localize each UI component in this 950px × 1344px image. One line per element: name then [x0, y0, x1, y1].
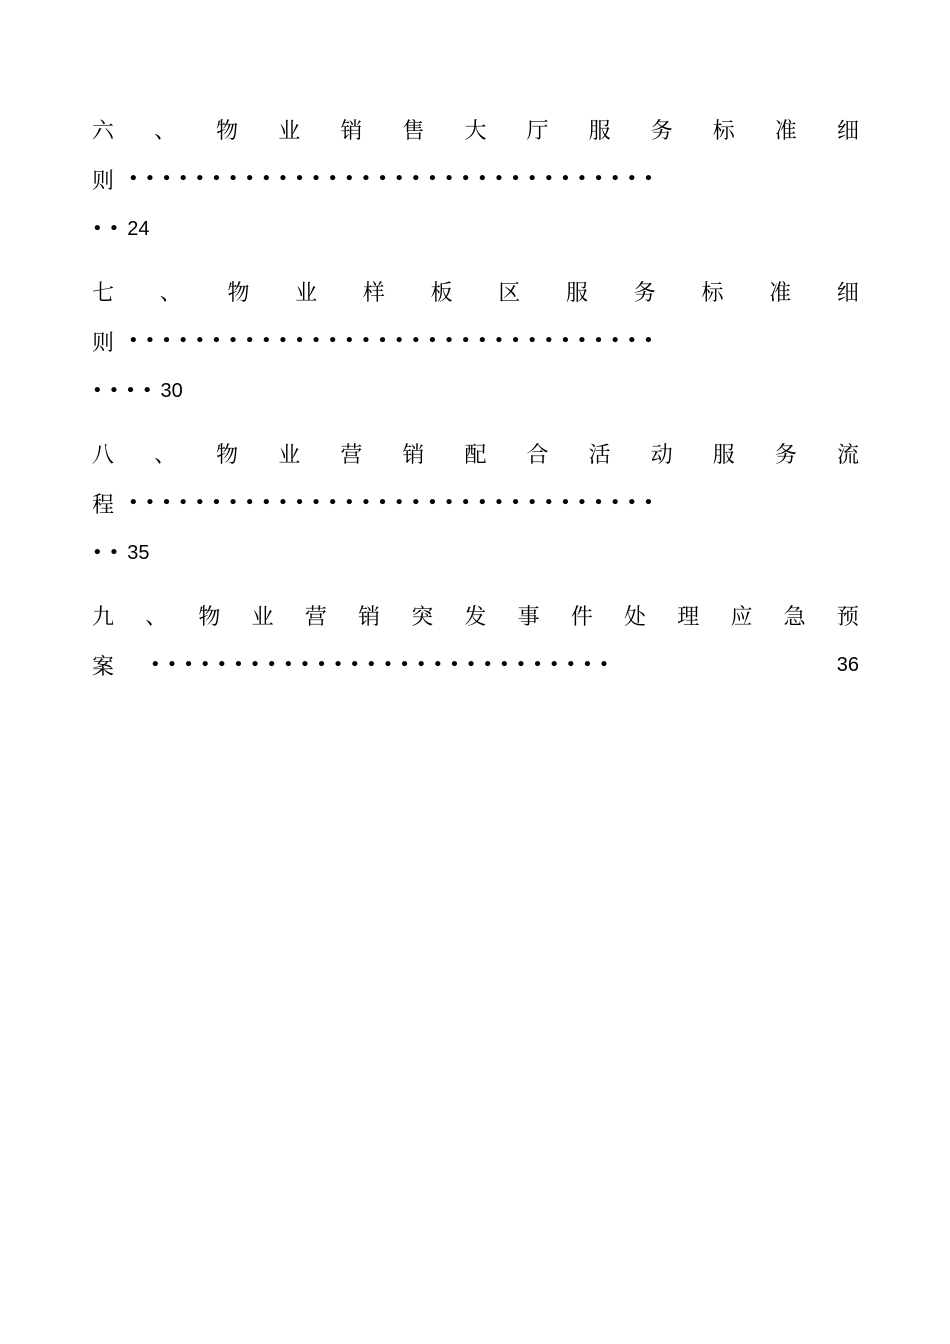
title-char: 服	[566, 280, 589, 306]
page-number: 30	[160, 379, 183, 402]
title-char: 物	[198, 604, 221, 630]
title-char: 物	[216, 118, 239, 144]
dot-leader: ••••	[92, 382, 159, 400]
title-char: 配	[464, 442, 487, 468]
title-wrap-char: 则	[92, 168, 115, 194]
dot-leader: ••	[92, 544, 126, 562]
title-char: 细	[836, 118, 859, 144]
title-char: 九	[92, 604, 115, 630]
title-char: 样	[362, 280, 385, 306]
title-char: 务	[650, 118, 673, 144]
toc-leader-tail-line	[92, 366, 859, 416]
title-char: 合	[526, 442, 549, 468]
title-char: 业	[295, 280, 318, 306]
title-char: 务	[633, 280, 656, 306]
table-of-contents	[92, 104, 859, 702]
title-char: 事	[517, 604, 540, 630]
title-char: 服	[588, 118, 611, 144]
toc-entry-title-line	[92, 428, 859, 478]
title-char: 售	[402, 118, 425, 144]
title-char: 板	[430, 280, 453, 306]
title-wrap-char: 案	[92, 654, 115, 680]
title-char: 销	[340, 118, 363, 144]
toc-leader-tail-line	[92, 204, 859, 254]
title-char: 务	[774, 442, 797, 468]
title-char: 活	[588, 442, 611, 468]
title-char: 营	[304, 604, 327, 630]
title-char: 业	[278, 442, 301, 468]
title-char: 厅	[526, 118, 549, 144]
title-char: 准	[769, 280, 792, 306]
title-char: 、	[159, 280, 182, 306]
title-char: 预	[836, 604, 859, 630]
toc-leader-tail-line	[92, 528, 859, 578]
title-char: 标	[701, 280, 724, 306]
title-char: 营	[340, 442, 363, 468]
title-wrap-char: 程	[92, 492, 115, 518]
toc-entry-6[interactable]	[92, 104, 859, 254]
title-char: 业	[251, 604, 274, 630]
title-char: 业	[278, 118, 301, 144]
toc-entry-title-line	[92, 266, 859, 316]
title-char: 处	[624, 604, 647, 630]
toc-leader-line	[92, 154, 859, 204]
title-char: 大	[464, 118, 487, 144]
title-char: 件	[570, 604, 593, 630]
title-char: 突	[411, 604, 434, 630]
title-char: 、	[154, 442, 177, 468]
title-char: 流	[836, 442, 859, 468]
toc-entry-8[interactable]	[92, 428, 859, 578]
toc-entry-title-line	[92, 104, 859, 154]
title-char: 六	[92, 118, 115, 144]
page-number: 36	[836, 653, 859, 676]
title-char: 动	[650, 442, 673, 468]
title-char: 物	[227, 280, 250, 306]
title-char: 物	[216, 442, 239, 468]
title-char: 细	[836, 280, 859, 306]
title-char: 、	[154, 118, 177, 144]
title-char: 准	[774, 118, 797, 144]
toc-entry-title-line	[92, 590, 859, 640]
dot-leader: ••••••••••••••••••••••••••••••••	[128, 332, 660, 350]
title-char: 发	[464, 604, 487, 630]
dot-leader: ••••••••••••••••••••••••••••••••	[128, 494, 660, 512]
title-char: 应	[730, 604, 753, 630]
dot-leader: ••••••••••••••••••••••••••••••••	[128, 170, 660, 188]
page-number: 24	[127, 217, 150, 240]
title-char: 八	[92, 442, 115, 468]
title-char: 七	[92, 280, 115, 306]
title-char: 理	[677, 604, 700, 630]
toc-leader-line	[92, 640, 859, 690]
title-char: 急	[783, 604, 806, 630]
title-char: 标	[712, 118, 735, 144]
toc-leader-line	[92, 316, 859, 366]
dot-leader: ••••••••••••••••••••••••••••	[150, 656, 616, 674]
toc-entry-7[interactable]	[92, 266, 859, 416]
title-char: 区	[498, 280, 521, 306]
toc-entry-9[interactable]	[92, 590, 859, 690]
title-char: 销	[358, 604, 381, 630]
dot-leader: ••	[92, 220, 126, 238]
title-char: 销	[402, 442, 425, 468]
page-number: 35	[127, 541, 150, 564]
title-char: 服	[712, 442, 735, 468]
title-wrap-char: 则	[92, 330, 115, 356]
title-char: 、	[145, 604, 168, 630]
toc-leader-line	[92, 478, 859, 528]
